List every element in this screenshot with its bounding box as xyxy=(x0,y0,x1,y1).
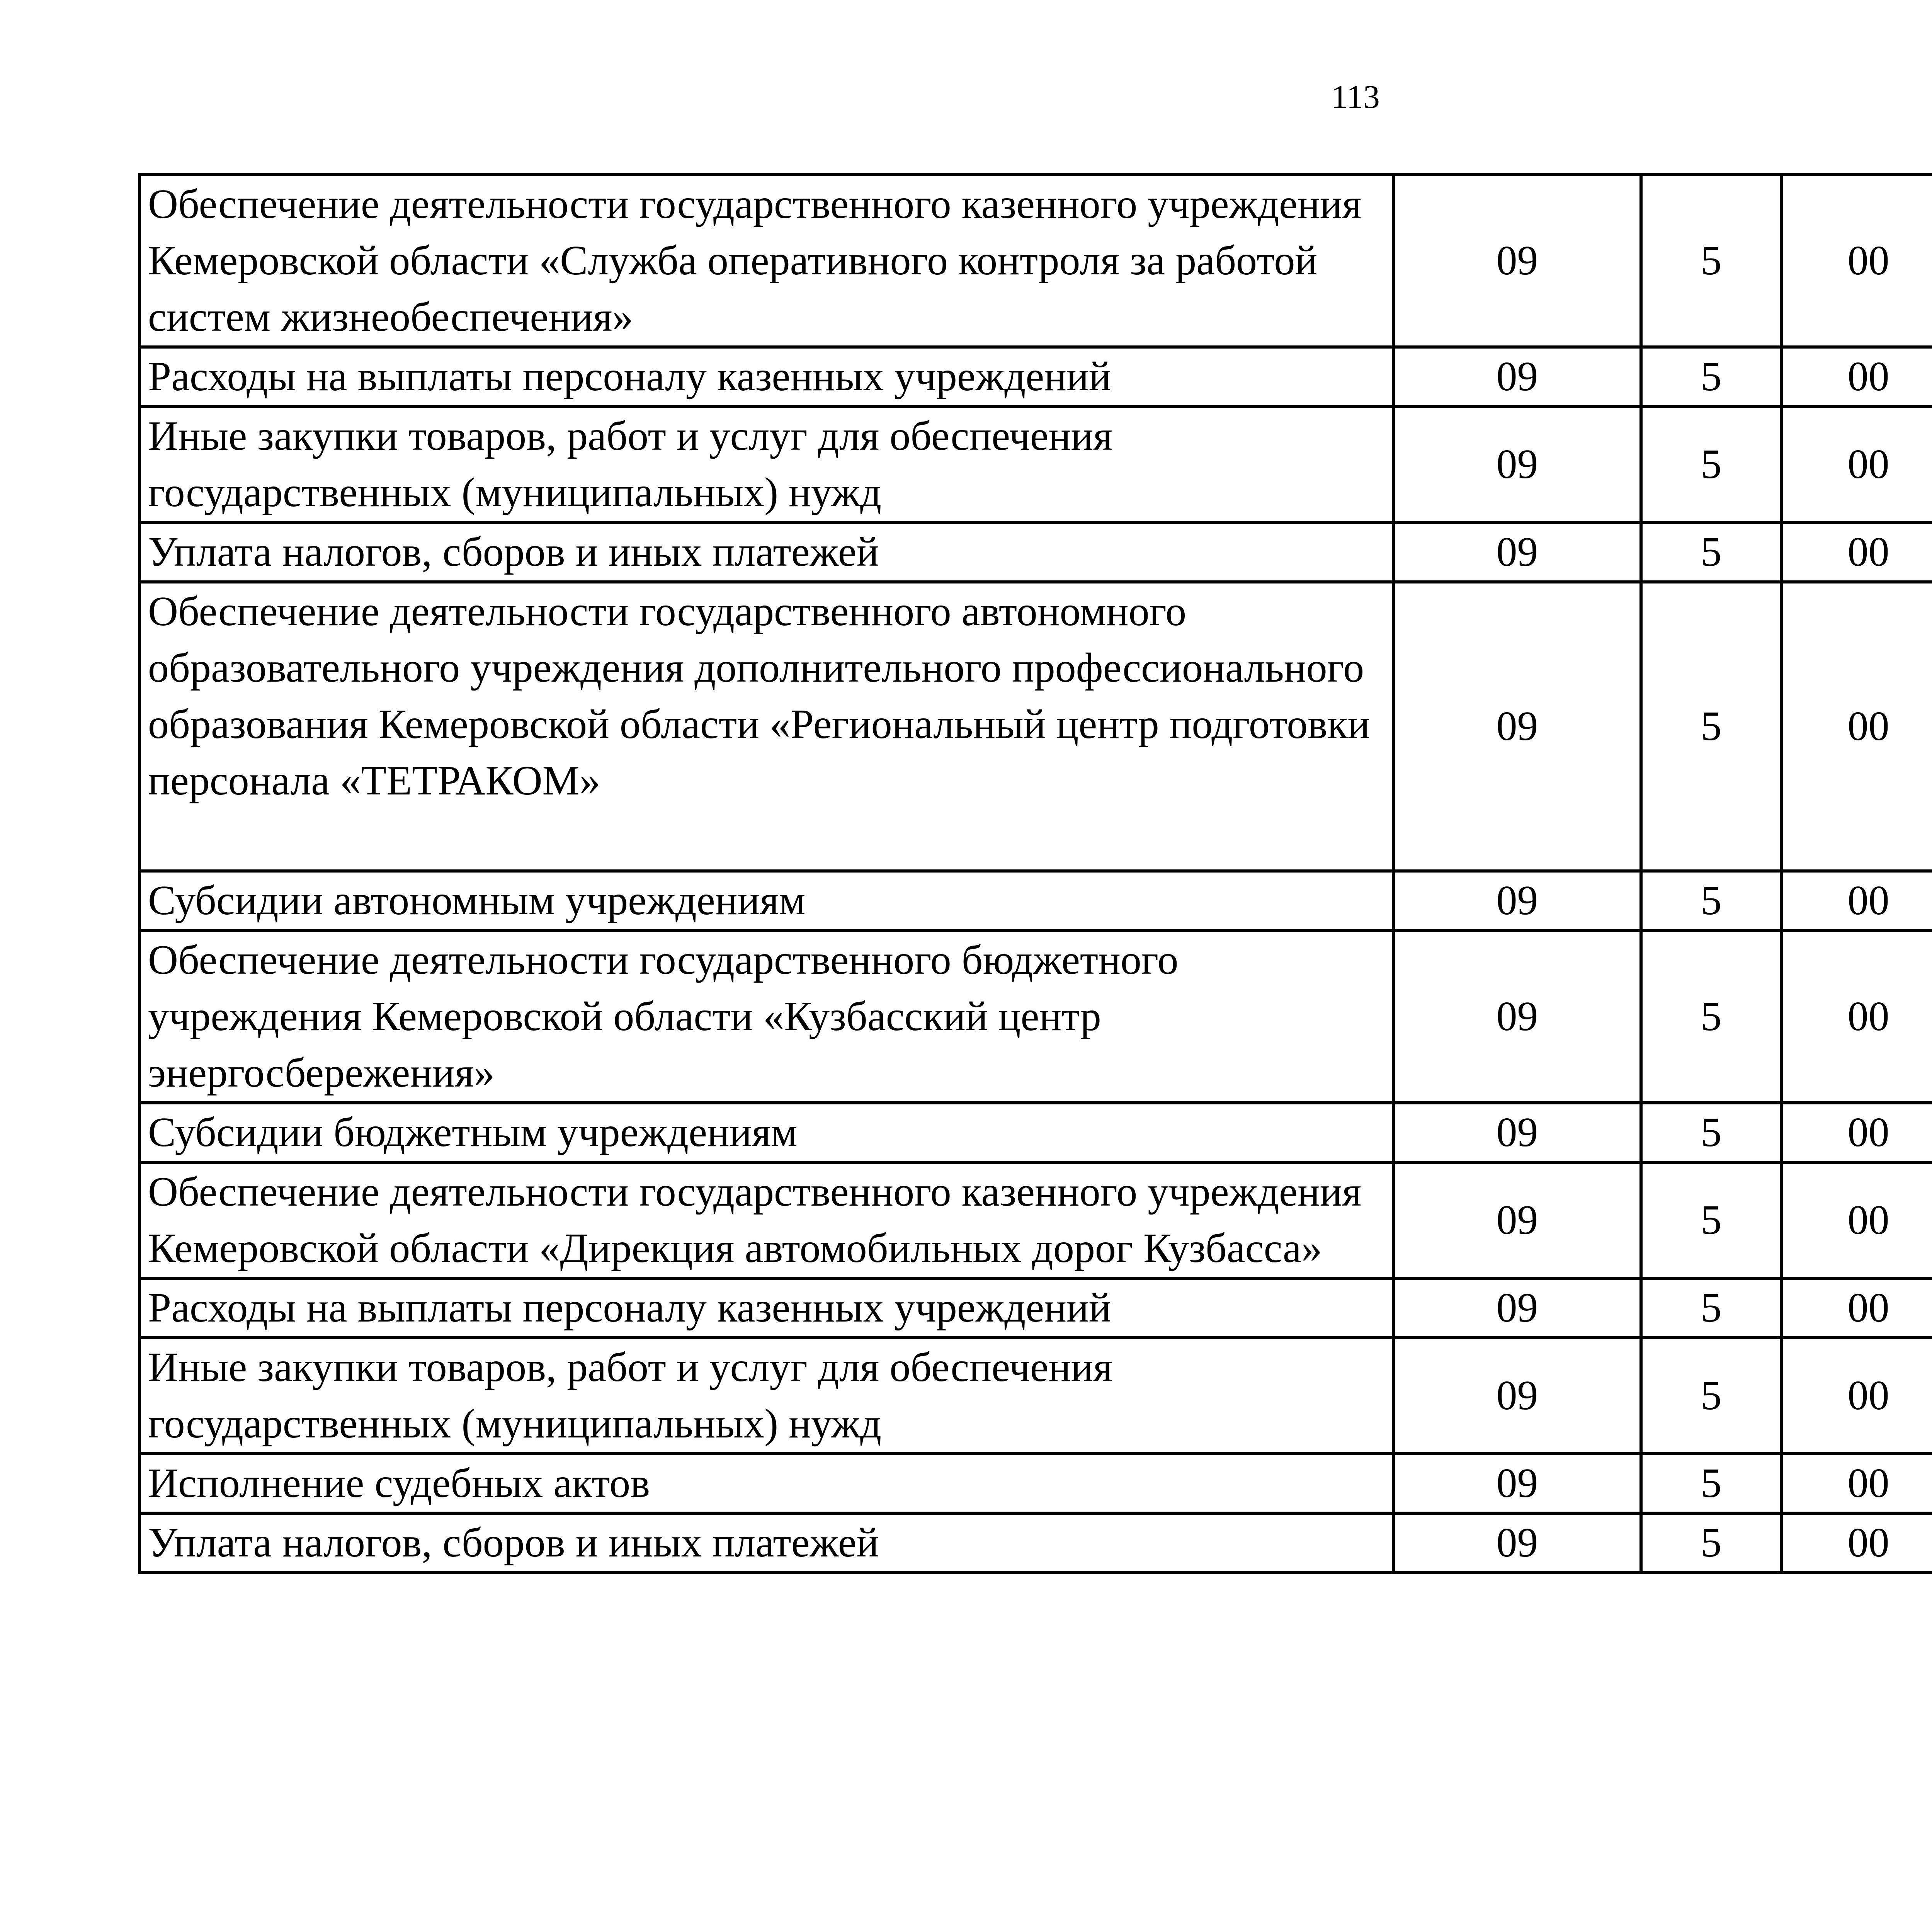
expense-name: Субсидии бюджетным учреждениям xyxy=(139,1103,1393,1162)
table-row xyxy=(139,930,1932,1103)
table-row xyxy=(139,582,1932,871)
program-code: 5 xyxy=(1641,347,1781,407)
expense-name: Иные закупки товаров, работ и услуг для обеспечения государственных (муниципальных) нужд xyxy=(139,407,1393,522)
program-code: 5 xyxy=(1641,522,1781,582)
subprogram-code: 00 xyxy=(1781,175,1932,347)
program-code: 5 xyxy=(1641,1454,1781,1513)
table-row xyxy=(139,1278,1932,1338)
subprogram-code: 00 xyxy=(1781,871,1932,930)
program-code: 5 xyxy=(1641,1162,1781,1278)
section-code: 09 xyxy=(1393,175,1641,347)
section-code: 09 xyxy=(1393,347,1641,407)
table-row xyxy=(139,347,1932,407)
subprogram-code: 00 xyxy=(1781,1338,1932,1454)
table-row xyxy=(139,407,1932,522)
expense-name: Уплата налогов, сборов и иных платежей xyxy=(139,522,1393,582)
table-row xyxy=(139,175,1932,347)
section-code: 09 xyxy=(1393,1513,1641,1573)
subprogram-code: 00 xyxy=(1781,522,1932,582)
expense-name: Обеспечение деятельности государственного казенного учреждения Кемеровской области «Служба оперативного контроля за работой систем жизнеобеспечения» xyxy=(139,175,1393,347)
expense-name: Субсидии автономным учреждениям xyxy=(139,871,1393,930)
section-code: 09 xyxy=(1393,1103,1641,1162)
expense-name: Обеспечение деятельности государственного автономного образовательного учреждения дополнительного профессионального образования Кемеровской области «Региональный центр подготовки персонала «ТЕТРАКОМ» xyxy=(139,582,1393,871)
subprogram-code: 00 xyxy=(1781,1162,1932,1278)
table-row xyxy=(139,1513,1932,1573)
section-code: 09 xyxy=(1393,1278,1641,1338)
budget-table xyxy=(138,173,1932,1574)
program-code: 5 xyxy=(1641,175,1781,347)
section-code: 09 xyxy=(1393,522,1641,582)
expense-name: Обеспечение деятельности государственного казенного учреждения Кемеровской области «Дирекция автомобильных дорог Кузбасса» xyxy=(139,1162,1393,1278)
expense-name: Расходы на выплаты персоналу казенных учреждений xyxy=(139,1278,1393,1338)
section-code: 09 xyxy=(1393,871,1641,930)
subprogram-code: 00 xyxy=(1781,347,1932,407)
program-code: 5 xyxy=(1641,1103,1781,1162)
program-code: 5 xyxy=(1641,582,1781,871)
subprogram-code: 00 xyxy=(1781,407,1932,522)
table-row xyxy=(139,522,1932,582)
subprogram-code: 00 xyxy=(1781,930,1932,1103)
page-number: 113 xyxy=(1331,78,1380,115)
table-row xyxy=(139,1338,1932,1454)
section-code: 09 xyxy=(1393,1162,1641,1278)
program-code: 5 xyxy=(1641,1278,1781,1338)
program-code: 5 xyxy=(1641,1513,1781,1573)
table-row xyxy=(139,1162,1932,1278)
expense-name: Иные закупки товаров, работ и услуг для обеспечения государственных (муниципальных) нужд xyxy=(139,1338,1393,1454)
section-code: 09 xyxy=(1393,407,1641,522)
program-code: 5 xyxy=(1641,871,1781,930)
program-code: 5 xyxy=(1641,407,1781,522)
expense-name: Обеспечение деятельности государственного бюджетного учреждения Кемеровской области «Кузбасский центр энергосбережения» xyxy=(139,930,1393,1103)
section-code: 09 xyxy=(1393,582,1641,871)
program-code: 5 xyxy=(1641,1338,1781,1454)
subprogram-code: 00 xyxy=(1781,1513,1932,1573)
table-row xyxy=(139,871,1932,930)
table-row xyxy=(139,1454,1932,1513)
subprogram-code: 00 xyxy=(1781,582,1932,871)
program-code: 5 xyxy=(1641,930,1781,1103)
section-code: 09 xyxy=(1393,930,1641,1103)
subprogram-code: 00 xyxy=(1781,1278,1932,1338)
section-code: 09 xyxy=(1393,1454,1641,1513)
expense-name: Расходы на выплаты персоналу казенных учреждений xyxy=(139,347,1393,407)
section-code: 09 xyxy=(1393,1338,1641,1454)
expense-name: Исполнение судебных актов xyxy=(139,1454,1393,1513)
table-row xyxy=(139,1103,1932,1162)
subprogram-code: 00 xyxy=(1781,1103,1932,1162)
subprogram-code: 00 xyxy=(1781,1454,1932,1513)
expense-name: Уплата налогов, сборов и иных платежей xyxy=(139,1513,1393,1573)
